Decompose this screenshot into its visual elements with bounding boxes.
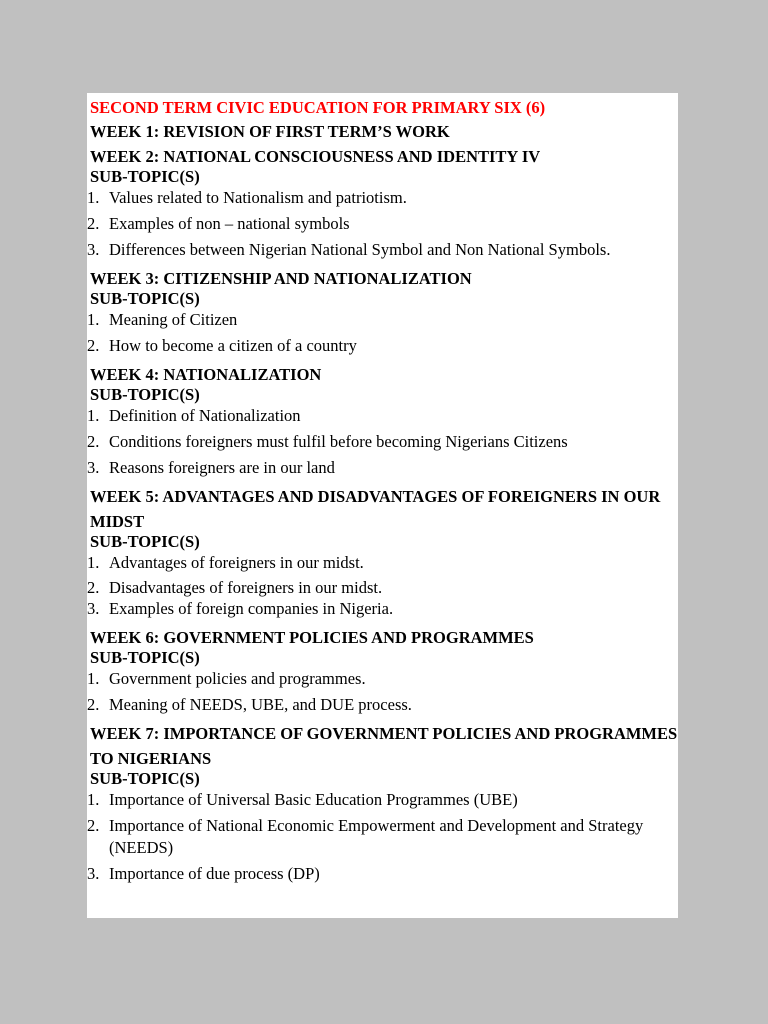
list-item-number: 1. bbox=[87, 790, 100, 809]
list-item-number: 2. bbox=[87, 214, 100, 233]
list-item-number: 1. bbox=[87, 669, 100, 688]
document-title: SECOND TERM CIVIC EDUCATION FOR PRIMARY SIX (6) bbox=[90, 98, 546, 117]
list-item-number: 1. bbox=[87, 310, 100, 329]
week-5-subtopic-label: SUB-TOPIC(S) bbox=[90, 532, 200, 551]
list-item-text: Values related to Nationalism and patriotism. bbox=[109, 188, 407, 207]
list-item bbox=[87, 213, 678, 235]
list-item-number: 2. bbox=[87, 432, 100, 451]
list-item-number: 1. bbox=[87, 188, 100, 207]
week-6-heading: WEEK 6: GOVERNMENT POLICIES AND PROGRAMMES bbox=[90, 628, 534, 647]
week-3-subtopic-label: SUB-TOPIC(S) bbox=[90, 289, 200, 308]
list-item-text: Examples of foreign companies in Nigeria. bbox=[109, 599, 394, 618]
list-item bbox=[87, 457, 678, 479]
week-2-subtopic-label: SUB-TOPIC(S) bbox=[90, 167, 200, 186]
week-7-heading: WEEK 7: IMPORTANCE OF GOVERNMENT POLICIES AND PROGRAMMES TO NIGERIANS bbox=[90, 724, 678, 768]
list-item bbox=[87, 187, 678, 209]
week-5-heading: WEEK 5: ADVANTAGES AND DISADVANTAGES OF FOREIGNERS IN OUR MIDST bbox=[90, 487, 661, 531]
list-item-text: Definition of Nationalization bbox=[109, 406, 301, 425]
list-item bbox=[87, 668, 678, 690]
list-item-text: Conditions foreigners must fulfil before becoming Nigerians Citizens bbox=[109, 432, 568, 451]
list-item-text: Meaning of NEEDS, UBE, and DUE process. bbox=[109, 695, 412, 714]
week-4-subtopic-label: SUB-TOPIC(S) bbox=[90, 385, 200, 404]
list-item-text: Advantages of foreigners in our midst. bbox=[109, 553, 364, 572]
list-item-number: 2. bbox=[87, 695, 100, 714]
list-item-text: Disadvantages of foreigners in our midst. bbox=[109, 578, 383, 597]
list-item bbox=[87, 431, 678, 453]
list-item-number: 1. bbox=[87, 553, 100, 572]
week-7-subtopic-label: SUB-TOPIC(S) bbox=[90, 769, 200, 788]
document-page bbox=[87, 93, 678, 918]
list-item-text: Government policies and programmes. bbox=[109, 669, 366, 688]
list-item-number: 2. bbox=[87, 816, 100, 835]
list-item bbox=[87, 577, 678, 599]
list-item bbox=[87, 694, 678, 716]
list-item bbox=[87, 863, 678, 885]
list-item-number: 3. bbox=[87, 864, 100, 883]
list-item-number: 3. bbox=[87, 599, 100, 618]
list-item-text: Differences between Nigerian National Symbol and Non National Symbols. bbox=[109, 240, 611, 259]
list-item-number: 3. bbox=[87, 240, 100, 259]
list-item bbox=[87, 598, 678, 620]
list-item-text: How to become a citizen of a country bbox=[109, 336, 357, 355]
list-item-text: Reasons foreigners are in our land bbox=[109, 458, 335, 477]
list-item-text: Examples of non – national symbols bbox=[109, 214, 350, 233]
list-item-text: Importance of Universal Basic Education Programmes (UBE) bbox=[109, 790, 518, 809]
list-item bbox=[87, 815, 678, 859]
week-4-heading: WEEK 4: NATIONALIZATION bbox=[90, 365, 322, 384]
list-item bbox=[87, 335, 678, 357]
week-3-heading: WEEK 3: CITIZENSHIP AND NATIONALIZATION bbox=[90, 269, 472, 288]
week-6-subtopic-label: SUB-TOPIC(S) bbox=[90, 648, 200, 667]
list-item bbox=[87, 239, 678, 261]
list-item bbox=[87, 552, 678, 574]
week-1-heading: WEEK 1: REVISION OF FIRST TERM’S WORK bbox=[90, 122, 450, 141]
week-2-heading: WEEK 2: NATIONAL CONSCIOUSNESS AND IDENTITY IV bbox=[90, 147, 541, 166]
list-item-text: Meaning of Citizen bbox=[109, 310, 238, 329]
list-item bbox=[87, 789, 678, 811]
list-item bbox=[87, 309, 678, 331]
list-item-number: 2. bbox=[87, 336, 100, 355]
list-item-number: 2. bbox=[87, 578, 100, 597]
list-item-text: Importance of due process (DP) bbox=[109, 864, 320, 883]
list-item-number: 1. bbox=[87, 406, 100, 425]
list-item-text: Importance of National Economic Empowerment and Development and Strategy (NEEDS) bbox=[109, 816, 644, 857]
list-item bbox=[87, 405, 678, 427]
list-item-number: 3. bbox=[87, 458, 100, 477]
